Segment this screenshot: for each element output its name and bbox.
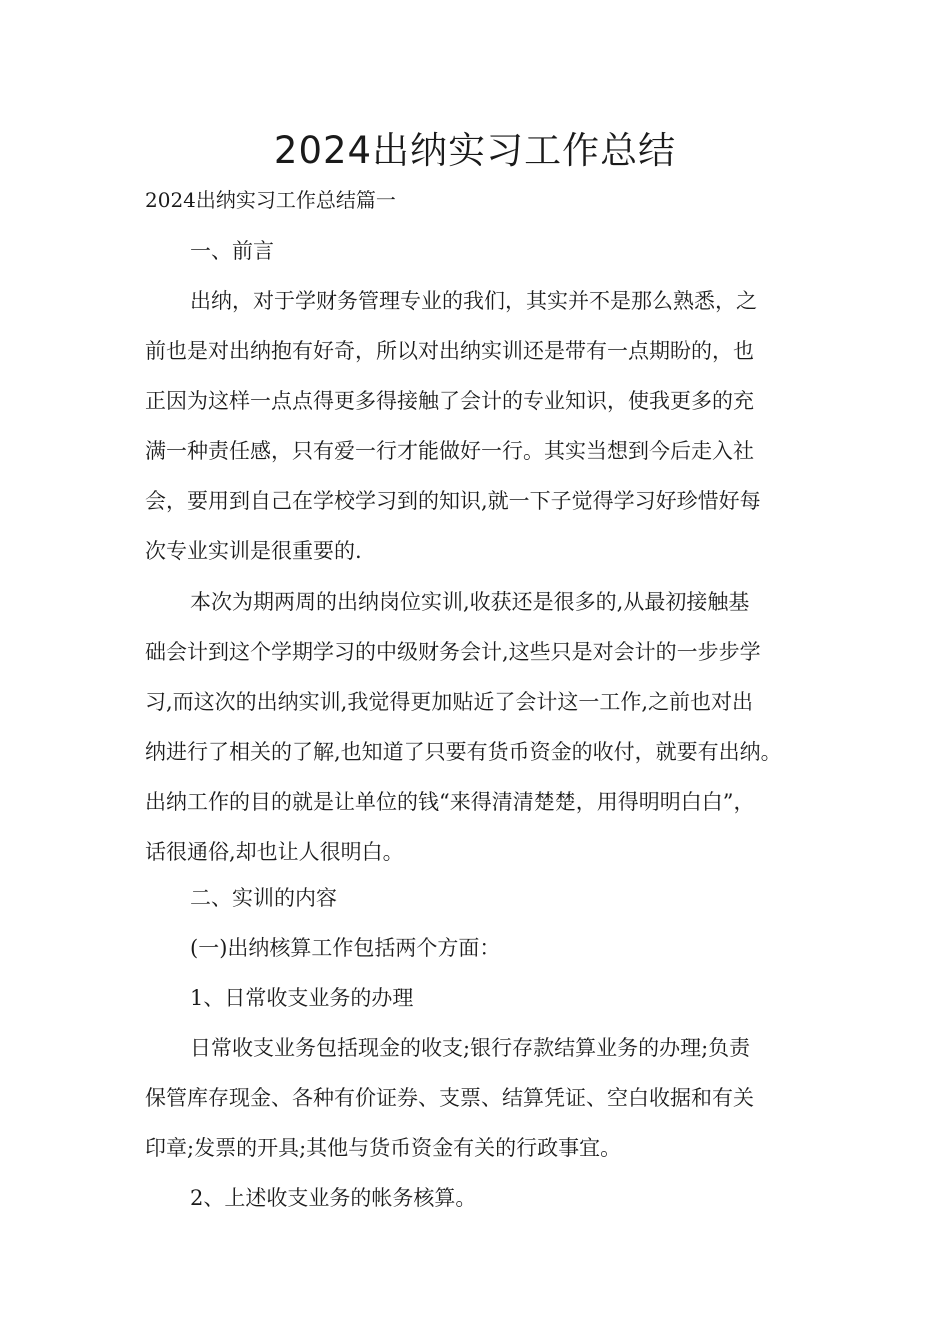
paragraph-line: 础会计到这个学期学习的中级财务会计,这些只是对会计的一步步学 <box>145 640 761 664</box>
paragraph-line: 本次为期两周的出纳岗位实训,收获还是很多的,从最初接触基 <box>190 590 750 614</box>
section-heading-content: 二、实训的内容 <box>190 886 337 910</box>
paragraph-daily-business <box>145 1023 815 1173</box>
paragraph-line: 次专业实训是很重要的. <box>145 539 362 563</box>
paragraph-line: 会，要用到自己在学校学习到的知识,就一下子觉得学习好珍惜好每 <box>145 489 761 513</box>
paragraph-line: 印章;发票的开具;其他与货币资金有关的行政事宜。 <box>145 1136 622 1160</box>
paragraph-line: 前也是对出纳抱有好奇，所以对出纳实训还是带有一点期盼的，也 <box>145 339 754 363</box>
paragraph-line: 日常收支业务包括现金的收支;银行存款结算业务的办理;负责 <box>190 1036 751 1060</box>
paragraph-line: 习,而这次的出纳实训,我觉得更加贴近了会计这一工作,之前也对出 <box>145 690 754 714</box>
paragraph-line: 满一种责任感，只有爱一行才能做好一行。其实当想到今后走入社 <box>145 439 754 463</box>
paragraph-line: 正因为这样一点点得更多得接触了会计的专业知识，使我更多的充 <box>145 389 754 413</box>
sub-heading-cashier-accounting: (一)出纳核算工作包括两个方面： <box>190 936 501 960</box>
paragraph-line: 话很通俗,却也让人很明白。 <box>145 840 404 864</box>
paragraph-line: 保管库存现金、各种有价证券、支票、结算凭证、空白收据和有关 <box>145 1086 754 1110</box>
document-subtitle: 2024出纳实习工作总结篇一 <box>145 188 396 212</box>
paragraph-line: 出纳，对于学财务管理专业的我们，其实并不是那么熟悉，之 <box>190 289 757 313</box>
item-heading-accounting: 2、上述收支业务的帐务核算。 <box>190 1186 477 1210</box>
section-heading-preface: 一、前言 <box>190 239 274 263</box>
item-heading-daily-business: 1、日常收支业务的办理 <box>190 986 414 1010</box>
paragraph-training-summary <box>145 577 815 877</box>
paragraph-line: 出纳工作的目的就是让单位的钱“来得清清楚楚，用得明明白白”， <box>145 790 755 814</box>
paragraph-line: 纳进行了相关的了解,也知道了只要有货币资金的收付，就要有出纳。 <box>145 740 782 764</box>
document-title: 2024出纳实习工作总结 <box>273 129 677 172</box>
paragraph-preface <box>145 276 815 576</box>
